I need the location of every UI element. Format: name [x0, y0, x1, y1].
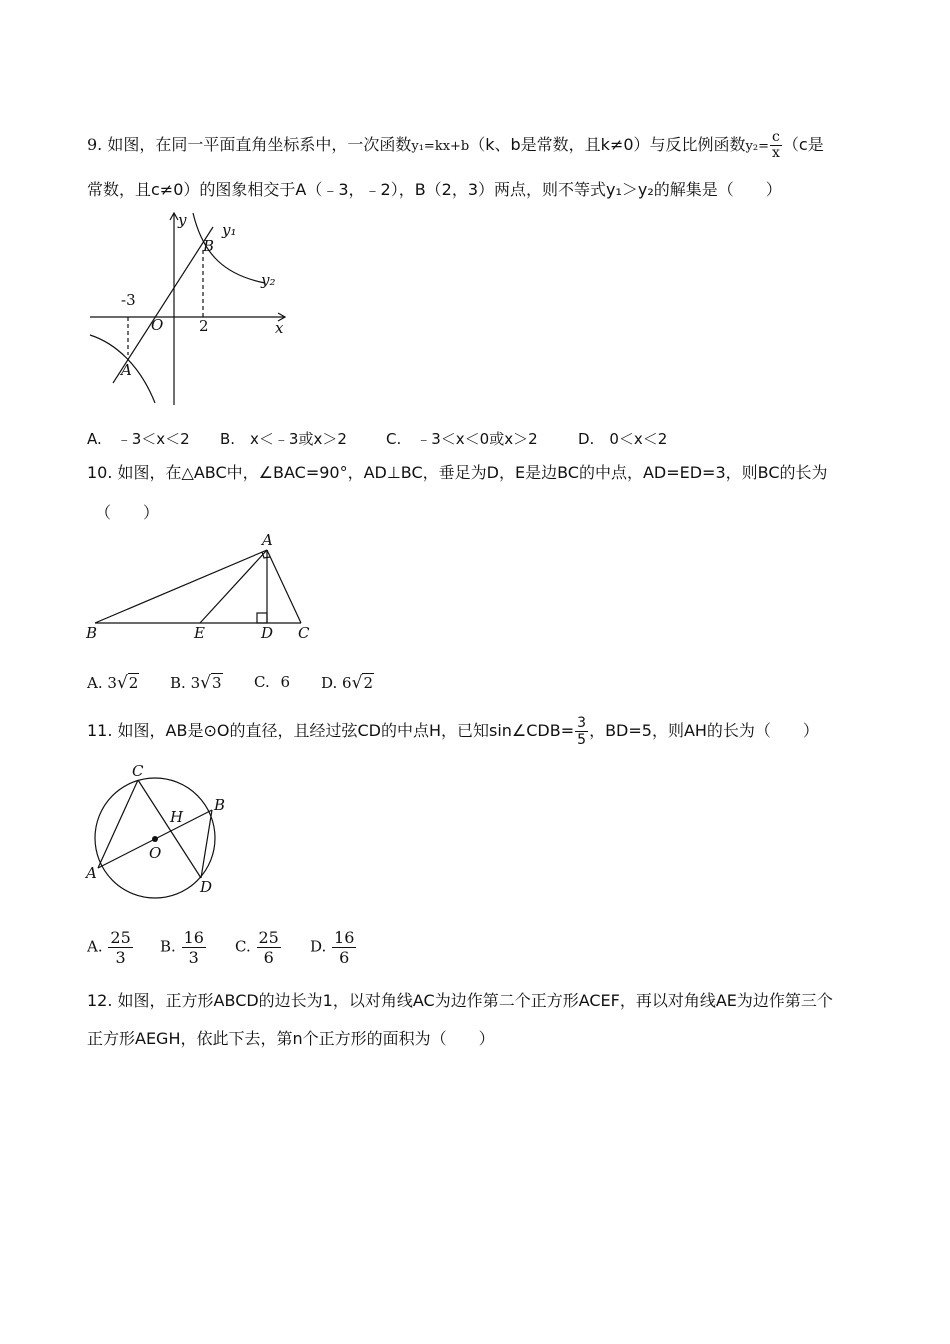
- q11-label-C: C: [132, 762, 144, 780]
- q9-y2-lhs: y₂=: [745, 139, 769, 154]
- q10-number: 10.: [87, 463, 113, 482]
- q11-option-a[interactable]: [87, 928, 134, 967]
- q9-text-b: （k、b是常数，且k≠0）与反比例函数: [469, 135, 746, 154]
- q9-tick-2: 2: [199, 317, 209, 335]
- q9-label-y2: y₂: [261, 271, 276, 289]
- q9-label-origin: O: [151, 316, 164, 334]
- q9-label-A: A: [121, 361, 132, 379]
- q11-option-d[interactable]: [310, 928, 357, 967]
- q11-option-d-letter: D.: [310, 937, 327, 956]
- q11-option-c-fraction: [257, 928, 281, 967]
- q9-line2: 常数，且c≠0）的图象相交于A（﹣3，﹣2），B（2，3）两点，则不等式y₁＞y₂的解集是（ ）: [87, 180, 782, 199]
- q10-label-A: A: [262, 531, 273, 549]
- q9-option-c[interactable]: C. ﹣3＜x＜0或x＞2: [386, 430, 538, 448]
- q10-label-D: D: [261, 624, 274, 642]
- q11-chord-CD: [138, 780, 201, 878]
- q9-label-x: x: [275, 319, 284, 337]
- q12-text: 如图，正方形ABCD的边长为1，以对角线AC为边作第二个正方形ACEF，再以对角线AE为边作第三个: [117, 991, 833, 1010]
- q11-text-b: ，BD=5，则AH的长为（ ）: [589, 721, 819, 740]
- q10-segment-AE: [200, 550, 267, 623]
- q9-figure: [85, 205, 300, 410]
- q10-option-c-value: 6: [280, 673, 291, 691]
- q9-y1-expression: y₁=kx+b: [411, 139, 470, 154]
- q10-label-E: E: [194, 624, 205, 642]
- q10-option-d[interactable]: [321, 673, 374, 693]
- q10-option-b-letter: B.: [170, 674, 186, 692]
- q10-option-a-letter: A.: [87, 674, 103, 692]
- q11-option-c[interactable]: [235, 928, 282, 967]
- q9-number: 9.: [87, 135, 103, 154]
- q11-option-c-letter: C.: [235, 937, 251, 956]
- sqrt-icon: √: [116, 673, 128, 693]
- q11-center-point: [152, 836, 158, 842]
- q10-figure: [80, 528, 320, 643]
- q9-label-y: y: [178, 211, 187, 229]
- q10-option-b[interactable]: [170, 673, 223, 693]
- q11-number: 11.: [87, 721, 113, 740]
- q9-option-b[interactable]: B. x＜﹣3或x＞2: [220, 430, 347, 448]
- sqrt-icon: √: [200, 673, 211, 693]
- q9-text-a: 如图，在同一平面直角坐标系中，一次函数: [107, 135, 412, 154]
- q11-chord-AC: [98, 780, 138, 868]
- q11-option-c-den: 6: [263, 948, 274, 967]
- q11-option-b-letter: B.: [160, 937, 176, 956]
- q11-figure: [80, 760, 230, 900]
- q11-label-O: O: [149, 844, 162, 862]
- q10-option-c[interactable]: [254, 673, 290, 691]
- q10-segment-AC: [267, 550, 301, 623]
- q11-fraction: [575, 715, 588, 748]
- q10-text: 如图，在△ABC中，∠BAC=90°，AD⊥BC，垂足为D，E是边BC的中点，AD=ED=3，则BC的长为: [117, 463, 828, 482]
- q9-label-y1: y₁: [222, 221, 237, 239]
- q9-tick-neg3: -3: [121, 291, 136, 309]
- q11-fraction-denominator: 5: [577, 732, 587, 748]
- q11-label-D: D: [200, 878, 213, 896]
- q11-option-b-num: 16: [183, 928, 204, 947]
- q11-option-b-fraction: [182, 928, 206, 967]
- q11-option-b-den: 3: [188, 948, 199, 967]
- q11-option-a-den: 3: [115, 948, 126, 967]
- q10-option-a[interactable]: [87, 673, 139, 693]
- q9-y2-fraction: [770, 130, 782, 161]
- q10-label-C: C: [298, 624, 310, 642]
- q11-option-d-num: 16: [334, 928, 355, 947]
- q11-label-A: A: [86, 864, 97, 882]
- q12-line1: [87, 991, 833, 1011]
- q11-option-a-letter: A.: [87, 937, 103, 956]
- q9-text-c: （c是: [782, 135, 824, 154]
- q10-option-c-letter: C.: [254, 673, 270, 691]
- q9-option-d[interactable]: D. 0＜x＜2: [578, 430, 668, 448]
- sqrt-icon: √: [351, 673, 363, 693]
- q11-option-a-fraction: [108, 928, 132, 967]
- q11-option-b[interactable]: [160, 928, 207, 967]
- q10-option-a-coef: 3: [107, 674, 117, 692]
- q11-option-c-num: 25: [258, 928, 279, 947]
- q11-line: [87, 713, 819, 749]
- q10-label-B: B: [86, 624, 98, 642]
- q11-fraction-numerator: 3: [577, 715, 587, 731]
- q10-segment-AB: [95, 550, 267, 623]
- q12-line2: 正方形AEGH，依此下去，第n个正方形的面积为（ ）: [87, 1029, 495, 1048]
- q10-line2: （ ）: [95, 503, 160, 522]
- q10-option-a-radicand: 2: [128, 674, 139, 692]
- q10-right-angle-mark: [257, 613, 267, 623]
- q11-label-H: H: [170, 808, 184, 826]
- q10-option-d-letter: D.: [321, 674, 338, 692]
- q9-label-B: B: [203, 237, 215, 255]
- q10-option-d-radicand: 2: [363, 674, 373, 692]
- q11-option-d-den: 6: [339, 948, 350, 967]
- q11-option-a-num: 25: [110, 928, 131, 947]
- q11-label-B: B: [214, 796, 226, 814]
- q10-option-d-coef: 6: [342, 674, 352, 692]
- q12-number: 12.: [87, 991, 113, 1010]
- q10-line1: [87, 463, 828, 483]
- q10-option-b-radicand: 3: [211, 674, 222, 692]
- q11-text-a: 如图，AB是⊙O的直径，且经过弦CD的中点H，已知sin∠CDB=: [117, 721, 575, 740]
- q9-y2-numerator: c: [770, 130, 782, 146]
- q11-option-d-fraction: [332, 928, 356, 967]
- q9-y2-denominator: x: [771, 145, 780, 161]
- q10-option-b-coef: 3: [190, 674, 201, 692]
- q9-line1: [87, 130, 824, 161]
- q9-option-a[interactable]: A. ﹣3＜x＜2: [87, 430, 190, 448]
